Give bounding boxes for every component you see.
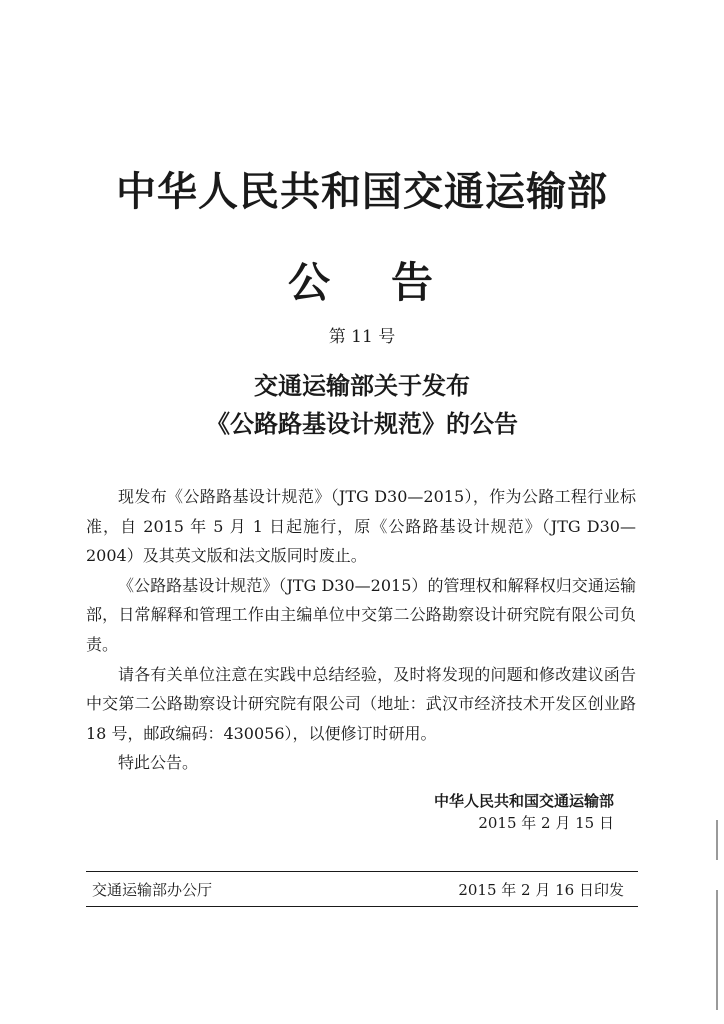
- scan-edge-mark: [716, 890, 718, 1010]
- body-paragraph-3: 请各有关单位注意在实践中总结经验，及时将发现的问题和修改建议函告中交第二公路勘察设计研究院有限公司（地址：武汉市经济技术开发区创业路 18 号，邮政编码：430056），以便修订时研用。: [86, 664, 636, 743]
- notice-title-line-1: 交通运输部关于发布: [254, 371, 470, 400]
- document-type-char-1: 公: [288, 258, 331, 307]
- footer-rule-top: [86, 871, 638, 872]
- notice-title-line-2: 《公路路基设计规范》的公告: [206, 409, 518, 438]
- footer-office: 交通运输部办公厅: [92, 881, 213, 899]
- body-paragraph-2: 《公路路基设计规范》（JTG D30—2015）的管理权和解释权归交通运输部，日常解释和管理工作由主编单位中交第二公路勘察设计研究院有限公司负责。: [86, 575, 636, 654]
- document-type-heading: [0, 260, 724, 306]
- footer-rule-bottom: [86, 906, 638, 907]
- notice-body: [86, 482, 636, 778]
- ministry-heading: 中华人民共和国交通运输部: [116, 168, 608, 215]
- body-paragraph-4: 特此公告。: [118, 753, 199, 773]
- notice-number: 第 11 号: [328, 327, 396, 347]
- signature-issuer: 中华人民共和国交通运输部: [433, 792, 614, 810]
- signature-date: 2015 年 2 月 15 日: [478, 814, 614, 832]
- body-paragraph-1: 现发布《公路路基设计规范》（JTG D30—2015），作为公路工程行业标准，自 2015 年 5 月 1 日起施行，原《公路路基设计规范》（JTG D30—2004）及其英文版和法文版同时废止。: [86, 487, 636, 566]
- document-type-char-2: 告: [391, 258, 434, 307]
- scan-edge-mark: [716, 820, 718, 860]
- footer-print-date: 2015 年 2 月 16 日印发: [458, 881, 624, 899]
